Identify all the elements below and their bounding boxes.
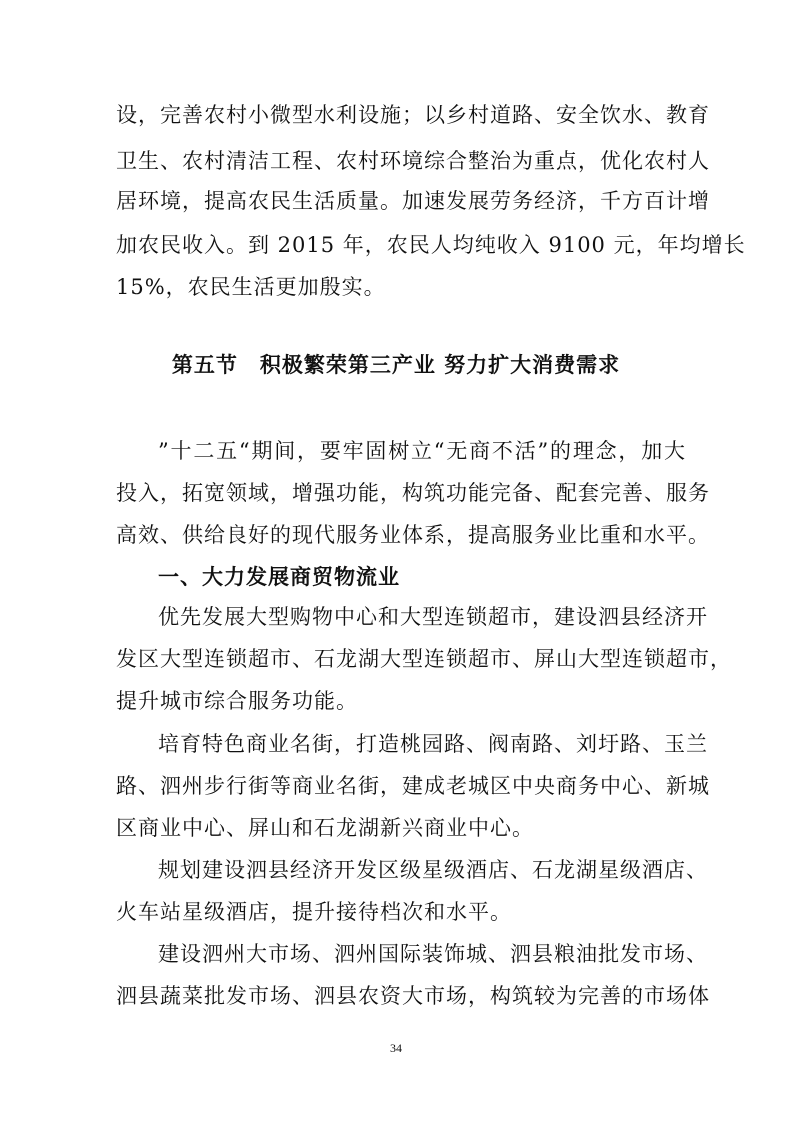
text-line: 泗县蔬菜批发市场、泗县农资大市场，构筑较为完善的市场体: [116, 984, 710, 1008]
text-line: 15%，农民生活更加殷实。: [116, 275, 386, 299]
text-line: 高效、供给良好的现代服务业体系，提高服务业比重和水平。: [116, 523, 710, 547]
text-line: 规划建设泗县经济开发区级星级酒店、石龙湖星级酒店、: [158, 858, 708, 882]
page-number: 34: [390, 1041, 402, 1055]
text-line: 居环境，提高农民生活质量。加速发展劳务经济，千方百计增: [116, 189, 710, 213]
text-line: 路、泗州步行街等商业名街，建成老城区中央商务中心、新城: [116, 774, 710, 798]
text-line: 优先发展大型购物中心和大型连锁超市，建设泗县经济开: [158, 605, 708, 629]
text-line: 建设泗州大市场、泗州国际装饰城、泗县粮油批发市场、: [158, 942, 708, 966]
text-line: 火车站星级酒店，提升接待档次和水平。: [116, 900, 512, 924]
text-line: 投入，拓宽领域，增强功能，构筑功能完备、配套完善、服务: [116, 481, 710, 505]
text-line: 提升城市综合服务功能。: [116, 689, 358, 713]
text-line: 发区大型连锁超市、石龙湖大型连锁超市、屏山大型连锁超市，: [116, 647, 732, 671]
section-heading: 第五节 积极繁荣第三产业 努力扩大消费需求: [171, 352, 621, 377]
text-line: 设，完善农村小微型水利设施；以乡村道路、安全饮水、教育: [116, 103, 710, 127]
text-line: 培育特色商业名街，打造桃园路、阀南路、刘圩路、玉兰: [158, 732, 708, 756]
text-line: 区商业中心、屏山和石龙湖新兴商业中心。: [116, 816, 534, 840]
subsection-heading: 一、大力发展商贸物流业: [158, 564, 400, 589]
text-line: ”十二五“期间，要牢固树立“无商不活”的理念，加大: [158, 439, 686, 463]
text-line: 加农民收入。到 2015 年，农民人均纯收入 9100 元，年均增长: [116, 233, 746, 257]
text-line: 卫生、农村清洁工程、农村环境综合整治为重点，优化农村人: [116, 149, 710, 173]
